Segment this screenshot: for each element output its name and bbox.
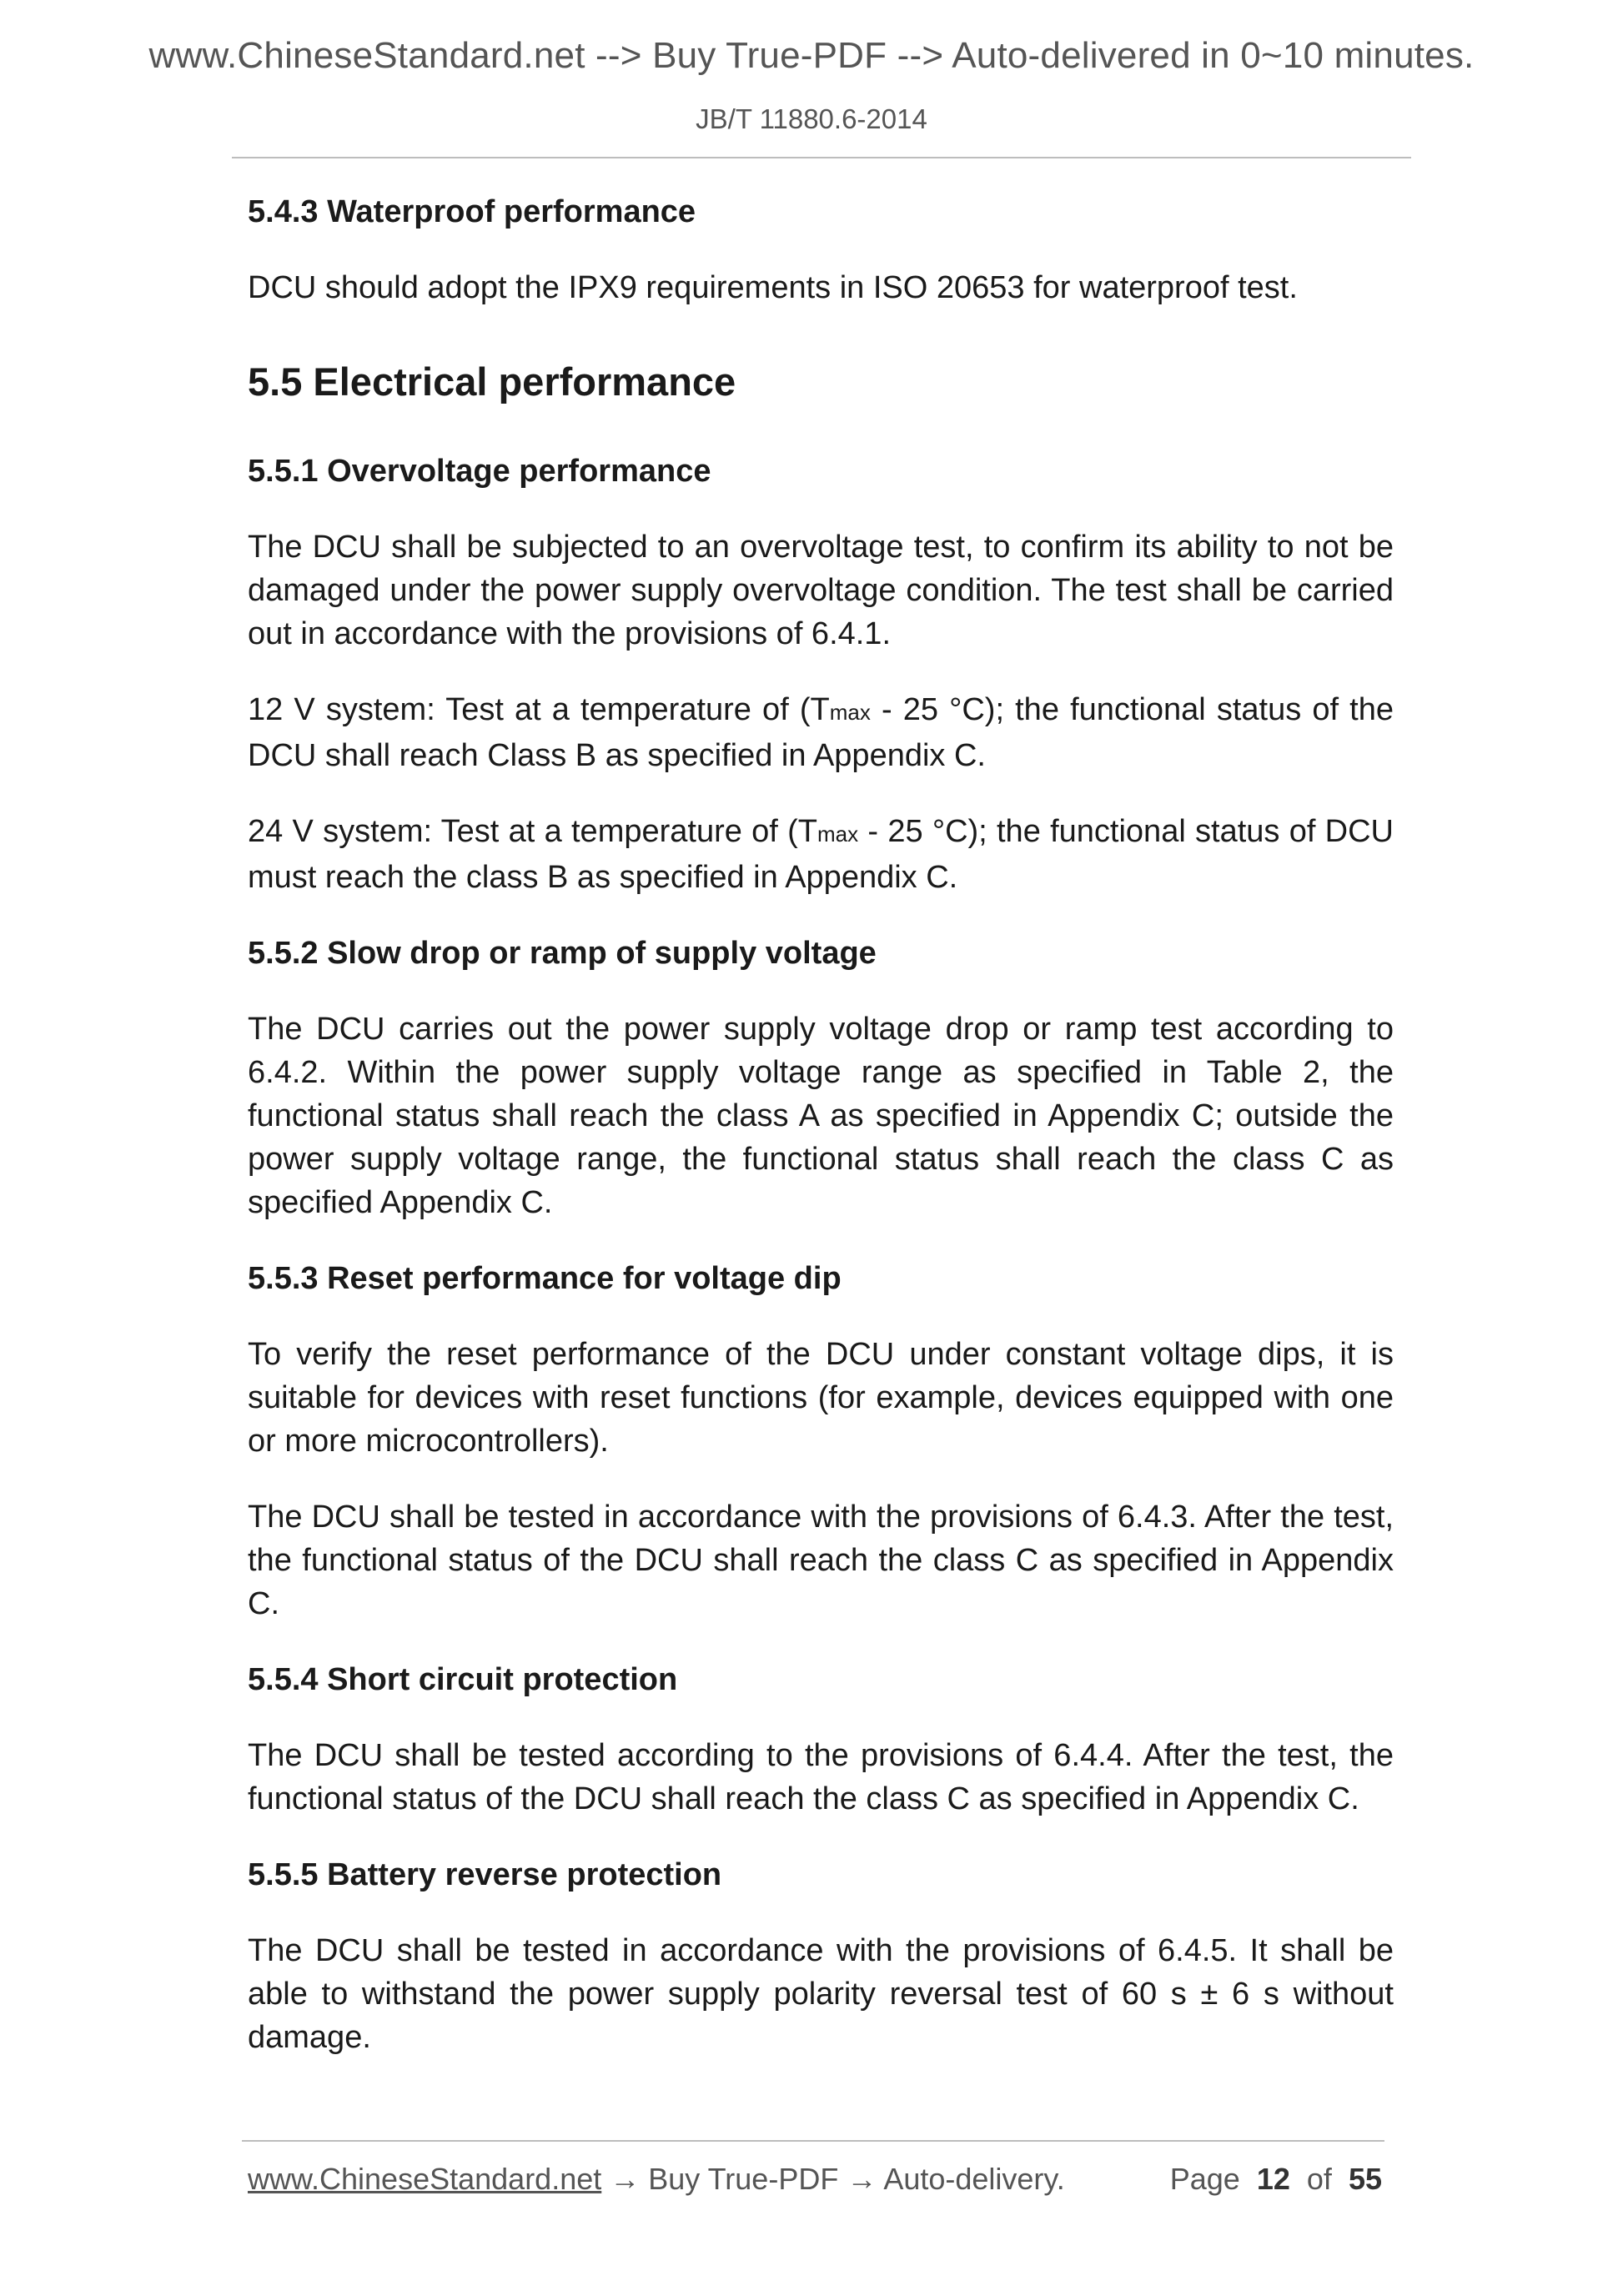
- page-indicator: [1170, 2162, 1382, 2197]
- heading-5-5-5: 5.5.5 Battery reverse protection: [248, 1857, 722, 1892]
- heading-5-4-3: 5.4.3 Waterproof performance: [248, 194, 696, 229]
- page-footer: [248, 2162, 1382, 2205]
- header-banner: www.ChineseStandard.net --> Buy True-PDF --> Auto-delivered in 0~10 minutes.: [148, 35, 1475, 76]
- footer-promo-text: → Buy True-PDF → Auto-delivery.: [601, 2162, 1065, 2196]
- paragraph-5-5-1-b: [248, 688, 1394, 777]
- page-number: 12: [1256, 2162, 1290, 2196]
- text-part: 24 V system: Test at a temperature of (T: [248, 814, 817, 849]
- paragraph-5-5-1-c: [248, 810, 1394, 899]
- of-label: of: [1306, 2162, 1332, 2196]
- text-part: - 25 °C); the functional status of the DCU shall reach Class B as specified in Appendix C.: [248, 692, 1394, 773]
- paragraph-5-4-3: DCU should adopt the IPX9 requirements in ISO 20653 for waterproof test.: [248, 270, 1298, 305]
- subscript-max: max: [829, 700, 871, 725]
- total-pages: 55: [1348, 2162, 1382, 2196]
- heading-5-5-2: 5.5.2 Slow drop or ramp of supply voltage: [248, 936, 877, 971]
- footer-promo: [248, 2162, 1065, 2197]
- heading-5-5: 5.5 Electrical performance: [248, 359, 736, 404]
- header-divider: [232, 157, 1411, 158]
- document-number: JB/T 11880.6-2014: [696, 103, 927, 134]
- text-part: 12 V system: Test at a temperature of (T: [248, 692, 830, 727]
- paragraph-5-5-5: The DCU shall be tested in accordance with the provisions of 6.4.5. It shall be able to withstand the power supply polarity reversal test of 60 s ± 6 s without damage.: [248, 1933, 1394, 2055]
- page-label: Page: [1169, 2162, 1240, 2196]
- footer-link[interactable]: www.ChineseStandard.net: [248, 2162, 602, 2196]
- paragraph-5-5-4: The DCU shall be tested according to the provisions of 6.4.4. After the test, the functional status of the DCU shall reach the class C as specified in Appendix C.: [248, 1738, 1394, 1816]
- paragraph-5-5-2: The DCU carries out the power supply voltage drop or ramp test according to 6.4.2. Within the power supply voltage range as specified in Table 2, the functional status shall reach the class A as specified in Appendix C; outside the power supply voltage range, the functional status shall reach the class C as specified Appendix C.: [248, 1012, 1394, 1220]
- heading-5-5-3: 5.5.3 Reset performance for voltage dip: [248, 1261, 842, 1296]
- text-part: - 25 °C); the functional status of DCU must reach the class B as specified in Appendix C.: [248, 814, 1394, 895]
- paragraph-5-5-1-a: The DCU shall be subjected to an overvoltage test, to confirm its ability to not be damaged under the power supply overvoltage condition. The test shall be carried out in accordance with the provisions of 6.4.1.: [248, 530, 1394, 651]
- page-content: [248, 190, 1394, 2059]
- heading-5-5-4: 5.5.4 Short circuit protection: [248, 1662, 678, 1697]
- paragraph-5-5-3-a: To verify the reset performance of the DCU under constant voltage dips, it is suitable for devices with reset functions (for example, devices equipped with one or more microcontrollers).: [248, 1337, 1394, 1459]
- subscript-max: max: [817, 821, 859, 847]
- heading-5-5-1: 5.5.1 Overvoltage performance: [248, 454, 711, 489]
- paragraph-5-5-3-b: The DCU shall be tested in accordance with the provisions of 6.4.3. After the test, the functional status of the DCU shall reach the class C as specified in Appendix C.: [248, 1500, 1394, 1621]
- footer-divider: [242, 2140, 1384, 2142]
